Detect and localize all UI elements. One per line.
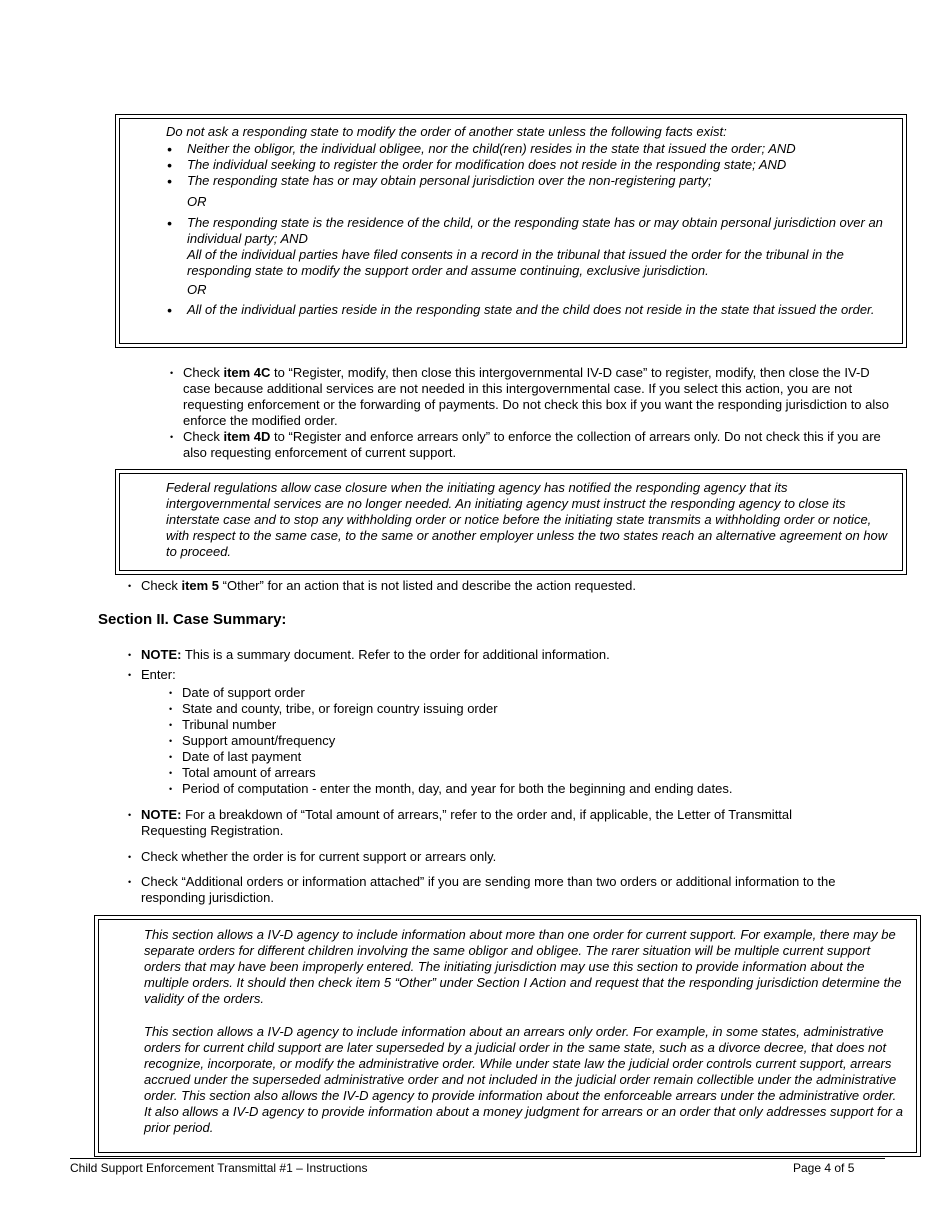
enter-item: • Total amount of arrears: [182, 765, 882, 781]
note-arrears: • NOTE: For a breakdown of “Total amount of arrears,” refer to the order and, if applicable, the Letter of Transmittal Requesting Registration.: [141, 807, 861, 839]
footer-rule: [70, 1158, 885, 1159]
note-summary: • NOTE: This is a summary document. Refer to the order for additional information.: [141, 647, 891, 663]
case-closure-text: Federal regulations allow case closure when the initiating agency has notified the responding agency that its intergovernmental services are no longer needed. An initiating agency must instruct the responding agency to close its interstate case and to stop any withholding order or notice before the initiating state transmits a withholding order or notice, with respect to the same case, to the same or another employer unless the two states reach an alternative agreement on how to proceed.: [166, 480, 888, 559]
modification-conditions-list: [187, 141, 887, 189]
or-separator-2: OR: [187, 282, 207, 297]
condition-1: • Neither the obligor, the individual obligee, nor the child(ren) resides in the state that issued the order; AND: [187, 141, 887, 157]
note-arrears-list: [141, 807, 861, 839]
enter-item: • State and county, tribe, or foreign country issuing order: [182, 701, 882, 717]
enter-item: • Support amount/frequency: [182, 733, 882, 749]
condition-4: • The responding state is the residence of the child, or the responding state has or may obtain personal jurisdiction over an individual party; AND: [187, 215, 890, 247]
multiple-orders-paragraph: This section allows a IV-D agency to include information about more than one order for current support. For example, there may be separate orders for different children involving the same obligor and obligee. The rarer situation will be multiple current support orders that may have been improperly entered. The initiating jurisdiction may use this section to provide information about the multiple orders. It should then check item 5 “Other” under Section I Action and request that the responding jurisdiction determine the validity of the orders.: [144, 927, 902, 1006]
page-number: Page 4 of 5: [793, 1161, 855, 1175]
check-current-list: [141, 849, 861, 865]
item-5: • Check item 5 “Other” for an action that is not listed and describe the action requested.: [141, 578, 891, 594]
enter-label: • Enter:: [141, 667, 891, 683]
item-5-list: [141, 578, 891, 594]
enter-item: • Date of last payment: [182, 749, 882, 765]
condition-2: • The individual seeking to register the order for modification does not reside in the responding state; AND: [187, 157, 887, 173]
modification-conditions-list-2: [187, 215, 890, 247]
section-2-list-a: [141, 647, 891, 683]
condition-5: • All of the individual parties reside in the responding state and the child does not reside in the state that issued the order.: [187, 302, 890, 318]
item-4d: • Check item 4D to “Register and enforce arrears only” to enforce the collection of arrears only. Do not check this if you are also requesting enforcement of current support.: [183, 429, 893, 461]
check-additional-list: [141, 874, 861, 906]
condition-4-consents: All of the individual parties have filed consents in a record in the tribunal that issued the order for the tribunal in the responding state to modify the support order and assume continuing, exclusive jurisdiction.: [187, 247, 844, 278]
action-items-list: [183, 365, 893, 461]
arrears-only-paragraph: This section allows a IV-D agency to include information about an arrears only order. For example, in some states, administrative orders for current child support are later superseded by a judicial order in the same state, such as a divorce decree, that does not recognize, incorporate, or modify the administrative order. While under state law the judicial order controls current support, arrears accrued under the superseded administrative order and not included in the judicial order remain collectible under the administrative order. This section also allows the IV-D agency to provide information about the enforceable arrears under the administrative order. It also allows a IV-D agency to provide information about a money judgment for arrears or an order that only addresses support for a prior period.: [144, 1024, 903, 1135]
or-separator-1: OR: [187, 194, 207, 209]
item-4c: • Check item 4C to “Register, modify, then close this intergovernmental IV-D case” to register, modify, then close the IV-D case because additional services are not needed in this intergovernmental case. If you select this action, you are not requesting enforcement or the forwarding of payments. Do not check this box if you want the responding jurisdiction to also enforce the modified order.: [183, 365, 893, 429]
condition-3: • The responding state has or may obtain personal jurisdiction over the non-registering party;: [187, 173, 887, 189]
enter-items-list: [182, 685, 882, 797]
modification-conditions-list-3: [187, 302, 890, 318]
section-2-heading: Section II. Case Summary:: [98, 611, 287, 628]
enter-item: • Period of computation - enter the month, day, and year for both the beginning and ending dates.: [182, 781, 882, 797]
footer-title: Child Support Enforcement Transmittal #1 – Instructions: [70, 1161, 368, 1175]
modification-conditions-intro: Do not ask a responding state to modify the order of another state unless the following facts exist:: [166, 124, 727, 139]
enter-item: • Tribunal number: [182, 717, 882, 733]
check-current-support: • Check whether the order is for current support or arrears only.: [141, 849, 861, 865]
enter-item: • Date of support order: [182, 685, 882, 701]
check-additional-orders: • Check “Additional orders or information attached” if you are sending more than two orders or additional information to the responding jurisdiction.: [141, 874, 861, 906]
